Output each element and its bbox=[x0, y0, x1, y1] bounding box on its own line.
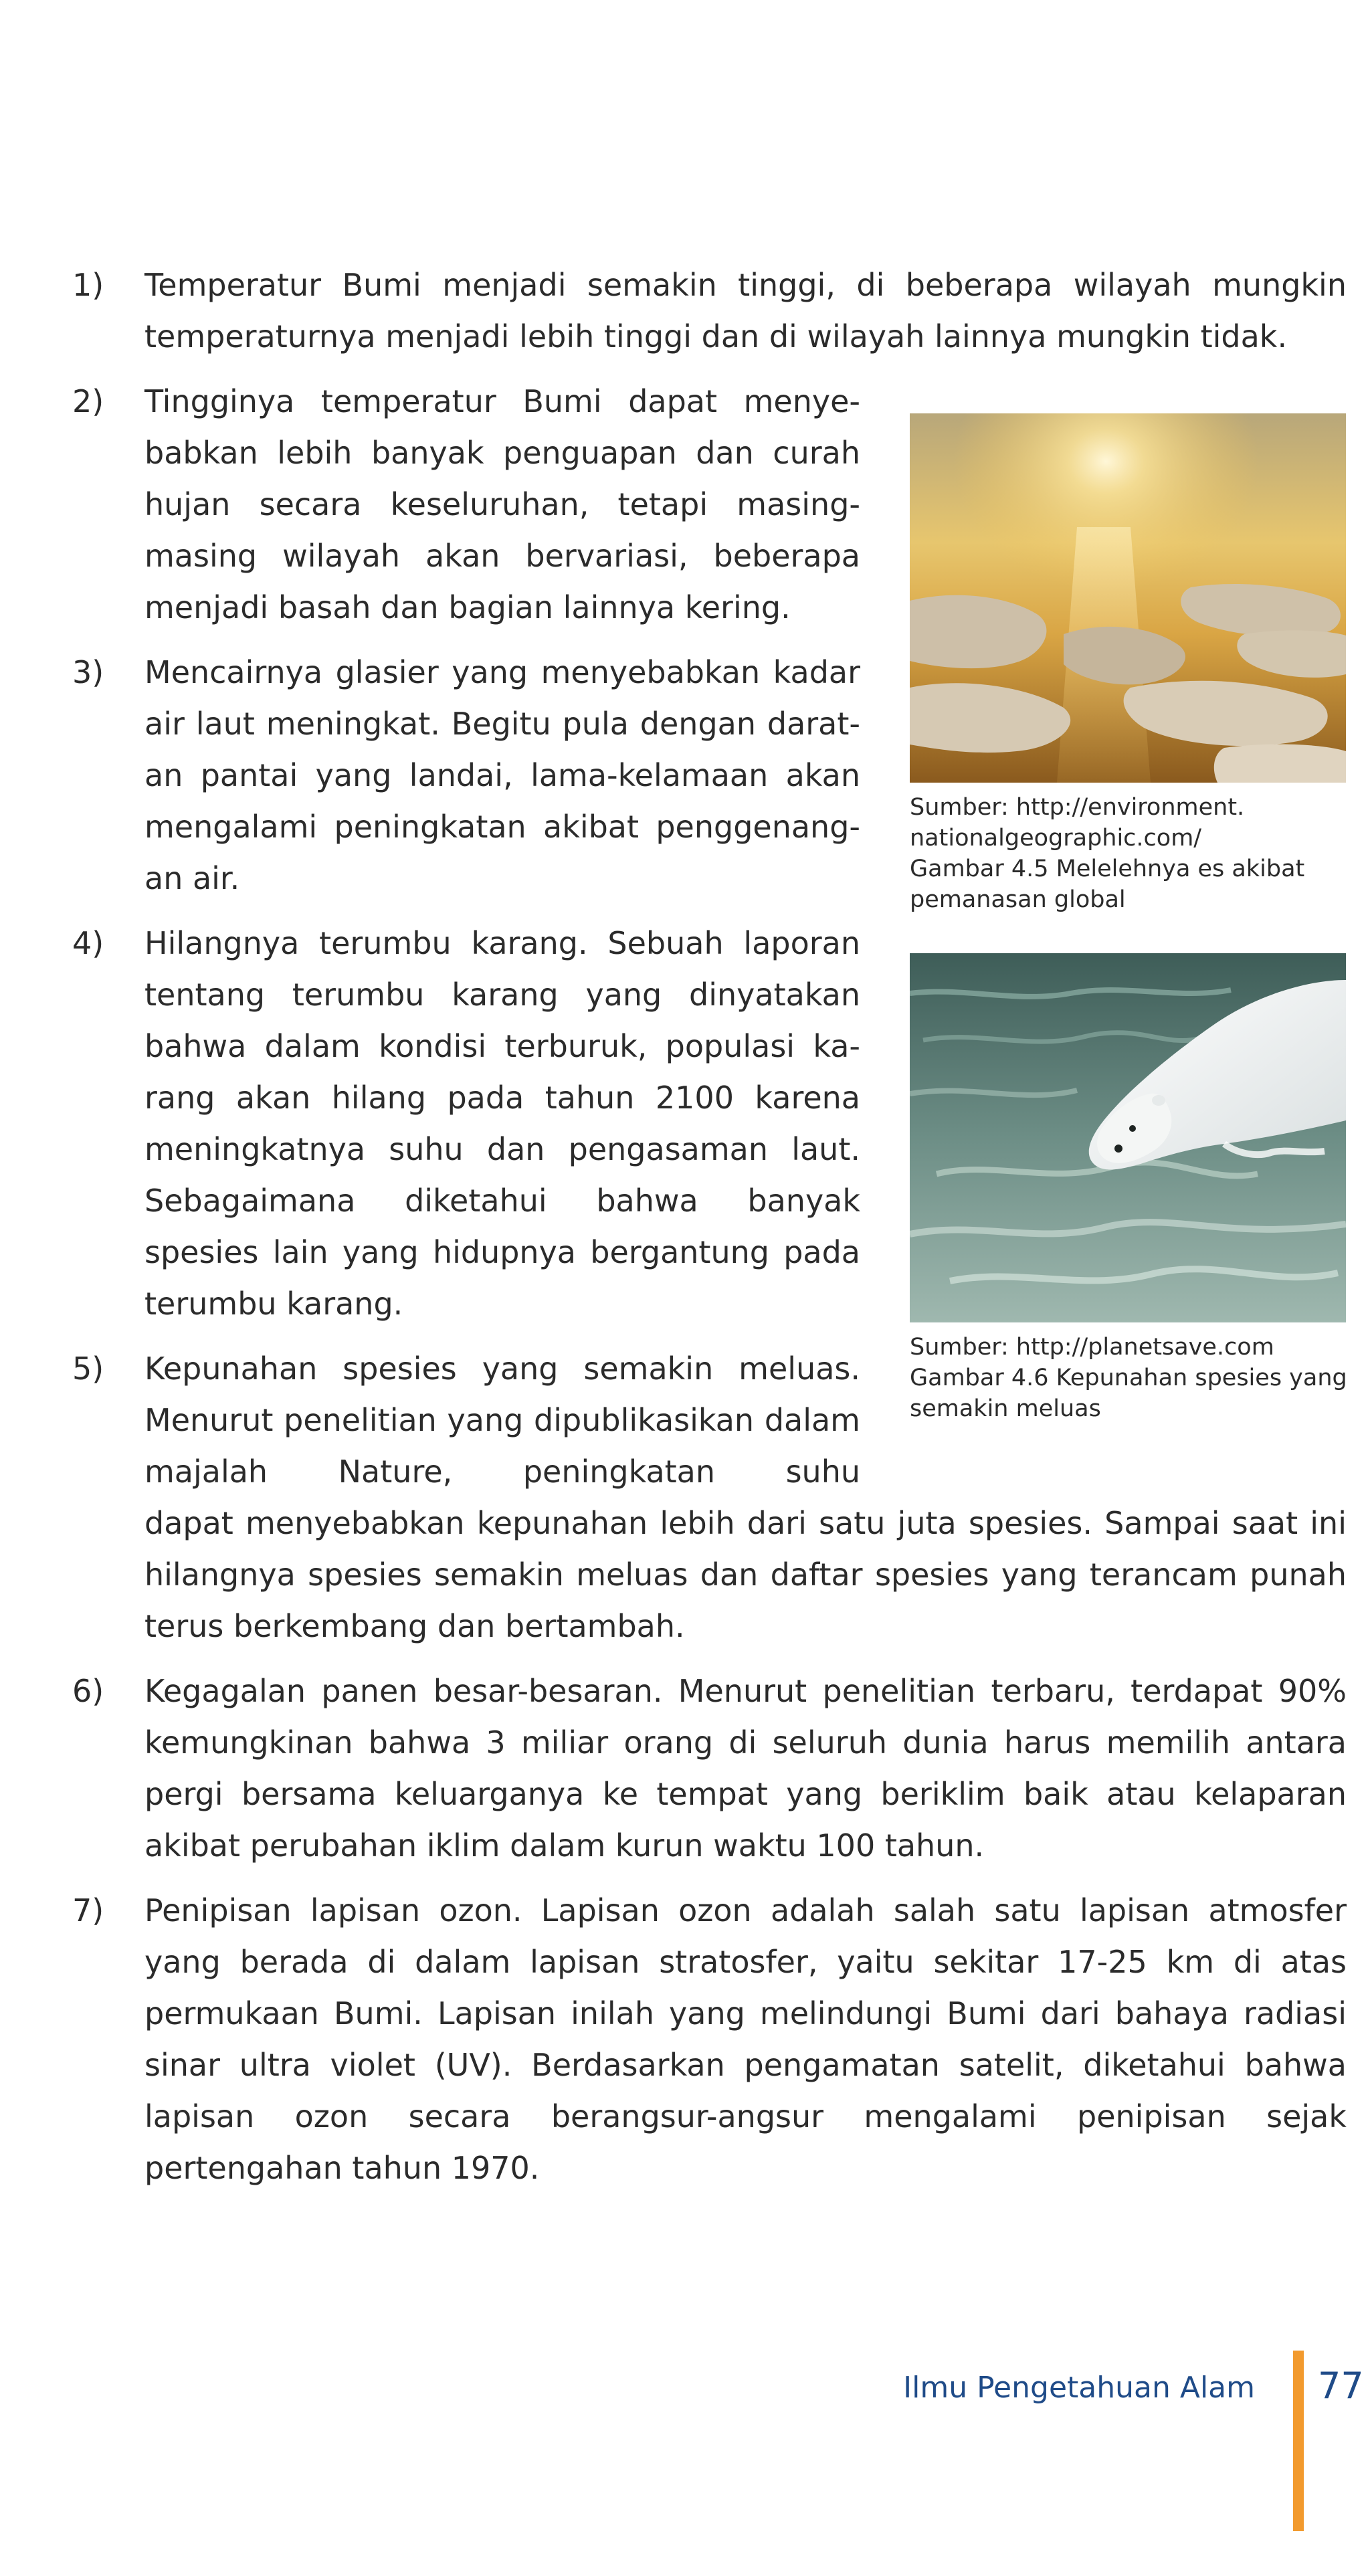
list-text: dapat menyebabkan kepunahan lebih dari satu juta spesies. Sampai saat ini hilangnya spesies semakin meluas dan daftar spesies yang terancam punah terus berkembang dan bertambah. bbox=[144, 1505, 1347, 1644]
list-text: Kepunahan spesies yang semakin meluas. Menurut penelitian yang dipublikasikan dalam majalah Nature, peningkatan suhu bbox=[144, 1351, 860, 1490]
list-text: Hilangnya terumbu karang. Sebuah laporan tentang terumbu karang yang dinyatakan bahwa dalam kondisi terburuk, populasi karang akan hilang pada tahun 2100 karena meningkatnya suhu dan pengasaman laut. Sebagaimana diketahui bahwa banyak spesies lain yang hidupnya bergantung pada terumbu karang. bbox=[144, 925, 860, 1322]
list-item bbox=[72, 1885, 1347, 2194]
figure-melting-ice bbox=[910, 413, 1346, 915]
list-number: 3) bbox=[72, 654, 104, 690]
list-text: Penipisan lapisan ozon. Lapisan ozon adalah salah satu lapisan atmosfer yang berada di dalam lapisan stratosfer, yaitu sekitar 17-25 km di atas permukaan Bumi. Lapisan inilah yang melindungi Bumi dari bahaya radiasi sinar ultra violet (UV). Berdasarkan pengamatan satelit, diketahui bahwa lapisan ozon secara berangsur-angsur mengalami penipisan sejak pertengahan tahun 1970. bbox=[144, 1892, 1347, 2186]
figure-source: Sumber: http://planetsave.com bbox=[910, 1334, 1274, 1361]
polar-bear-photo bbox=[910, 953, 1346, 1322]
figure-title: pemanasan global bbox=[910, 886, 1126, 913]
figure-title: Gambar 4.5 Melelehnya es akibat bbox=[910, 856, 1305, 882]
list-number: 4) bbox=[72, 925, 104, 961]
list-number: 1) bbox=[72, 267, 104, 303]
list-text: Kegagalan panen besar-besaran. Menurut penelitian terbaru, terdapat 90% kemungkinan bahwa 3 miliar orang di seluruh dunia harus memilih antara pergi bersama keluarganya ke tempat yang beriklim baik atau kelaparan akibat perubahan iklim dalam kurun waktu 100 tahun. bbox=[144, 1673, 1347, 1864]
list-item bbox=[72, 1666, 1347, 1872]
list-text: Temperatur Bumi menjadi semakin tinggi, di beberapa wilayah mungkin temperaturnya menjadi lebih tinggi dan di wilayah lainnya mungkin tidak. bbox=[144, 267, 1347, 355]
list-item bbox=[72, 260, 1347, 363]
melting-ice-photo bbox=[910, 413, 1346, 783]
figure-caption bbox=[910, 792, 1346, 915]
footer-accent-bar bbox=[1293, 2351, 1304, 2531]
figure-source: nationalgeographic.com/ bbox=[910, 825, 1202, 852]
list-item-continued bbox=[72, 1498, 1347, 1652]
figure-title: semakin meluas bbox=[910, 1395, 1101, 1422]
page-number: 77 bbox=[1318, 2365, 1364, 2407]
figure-title: Gambar 4.6 Kepunahan spesies yang bbox=[910, 1365, 1347, 1391]
book-title: Ilmu Pengetahuan Alam bbox=[903, 2371, 1255, 2405]
figure-source: Sumber: http://environment. bbox=[910, 794, 1245, 821]
figure-polar-bear bbox=[910, 953, 1346, 1424]
list-number: 5) bbox=[72, 1351, 104, 1387]
list-text: Mencairnya glasier yang menyebabkan kadar air laut meningkat. Begitu pula dengan daratan pantai yang landai, lama-kelamaan akan mengalami peningkatan akibat penggenangan air. bbox=[144, 654, 860, 896]
list-text: Tingginya temperatur Bumi dapat menyebabkan lebih banyak penguapan dan curah hujan secara keseluruhan, tetapi masing-masing wilayah akan bervariasi, beberapa menjadi basah dan bagian lainnya kering. bbox=[144, 383, 860, 625]
list-number: 6) bbox=[72, 1673, 104, 1709]
figure-caption bbox=[910, 1332, 1346, 1424]
list-number: 2) bbox=[72, 383, 104, 419]
list-number: 7) bbox=[72, 1892, 104, 1928]
